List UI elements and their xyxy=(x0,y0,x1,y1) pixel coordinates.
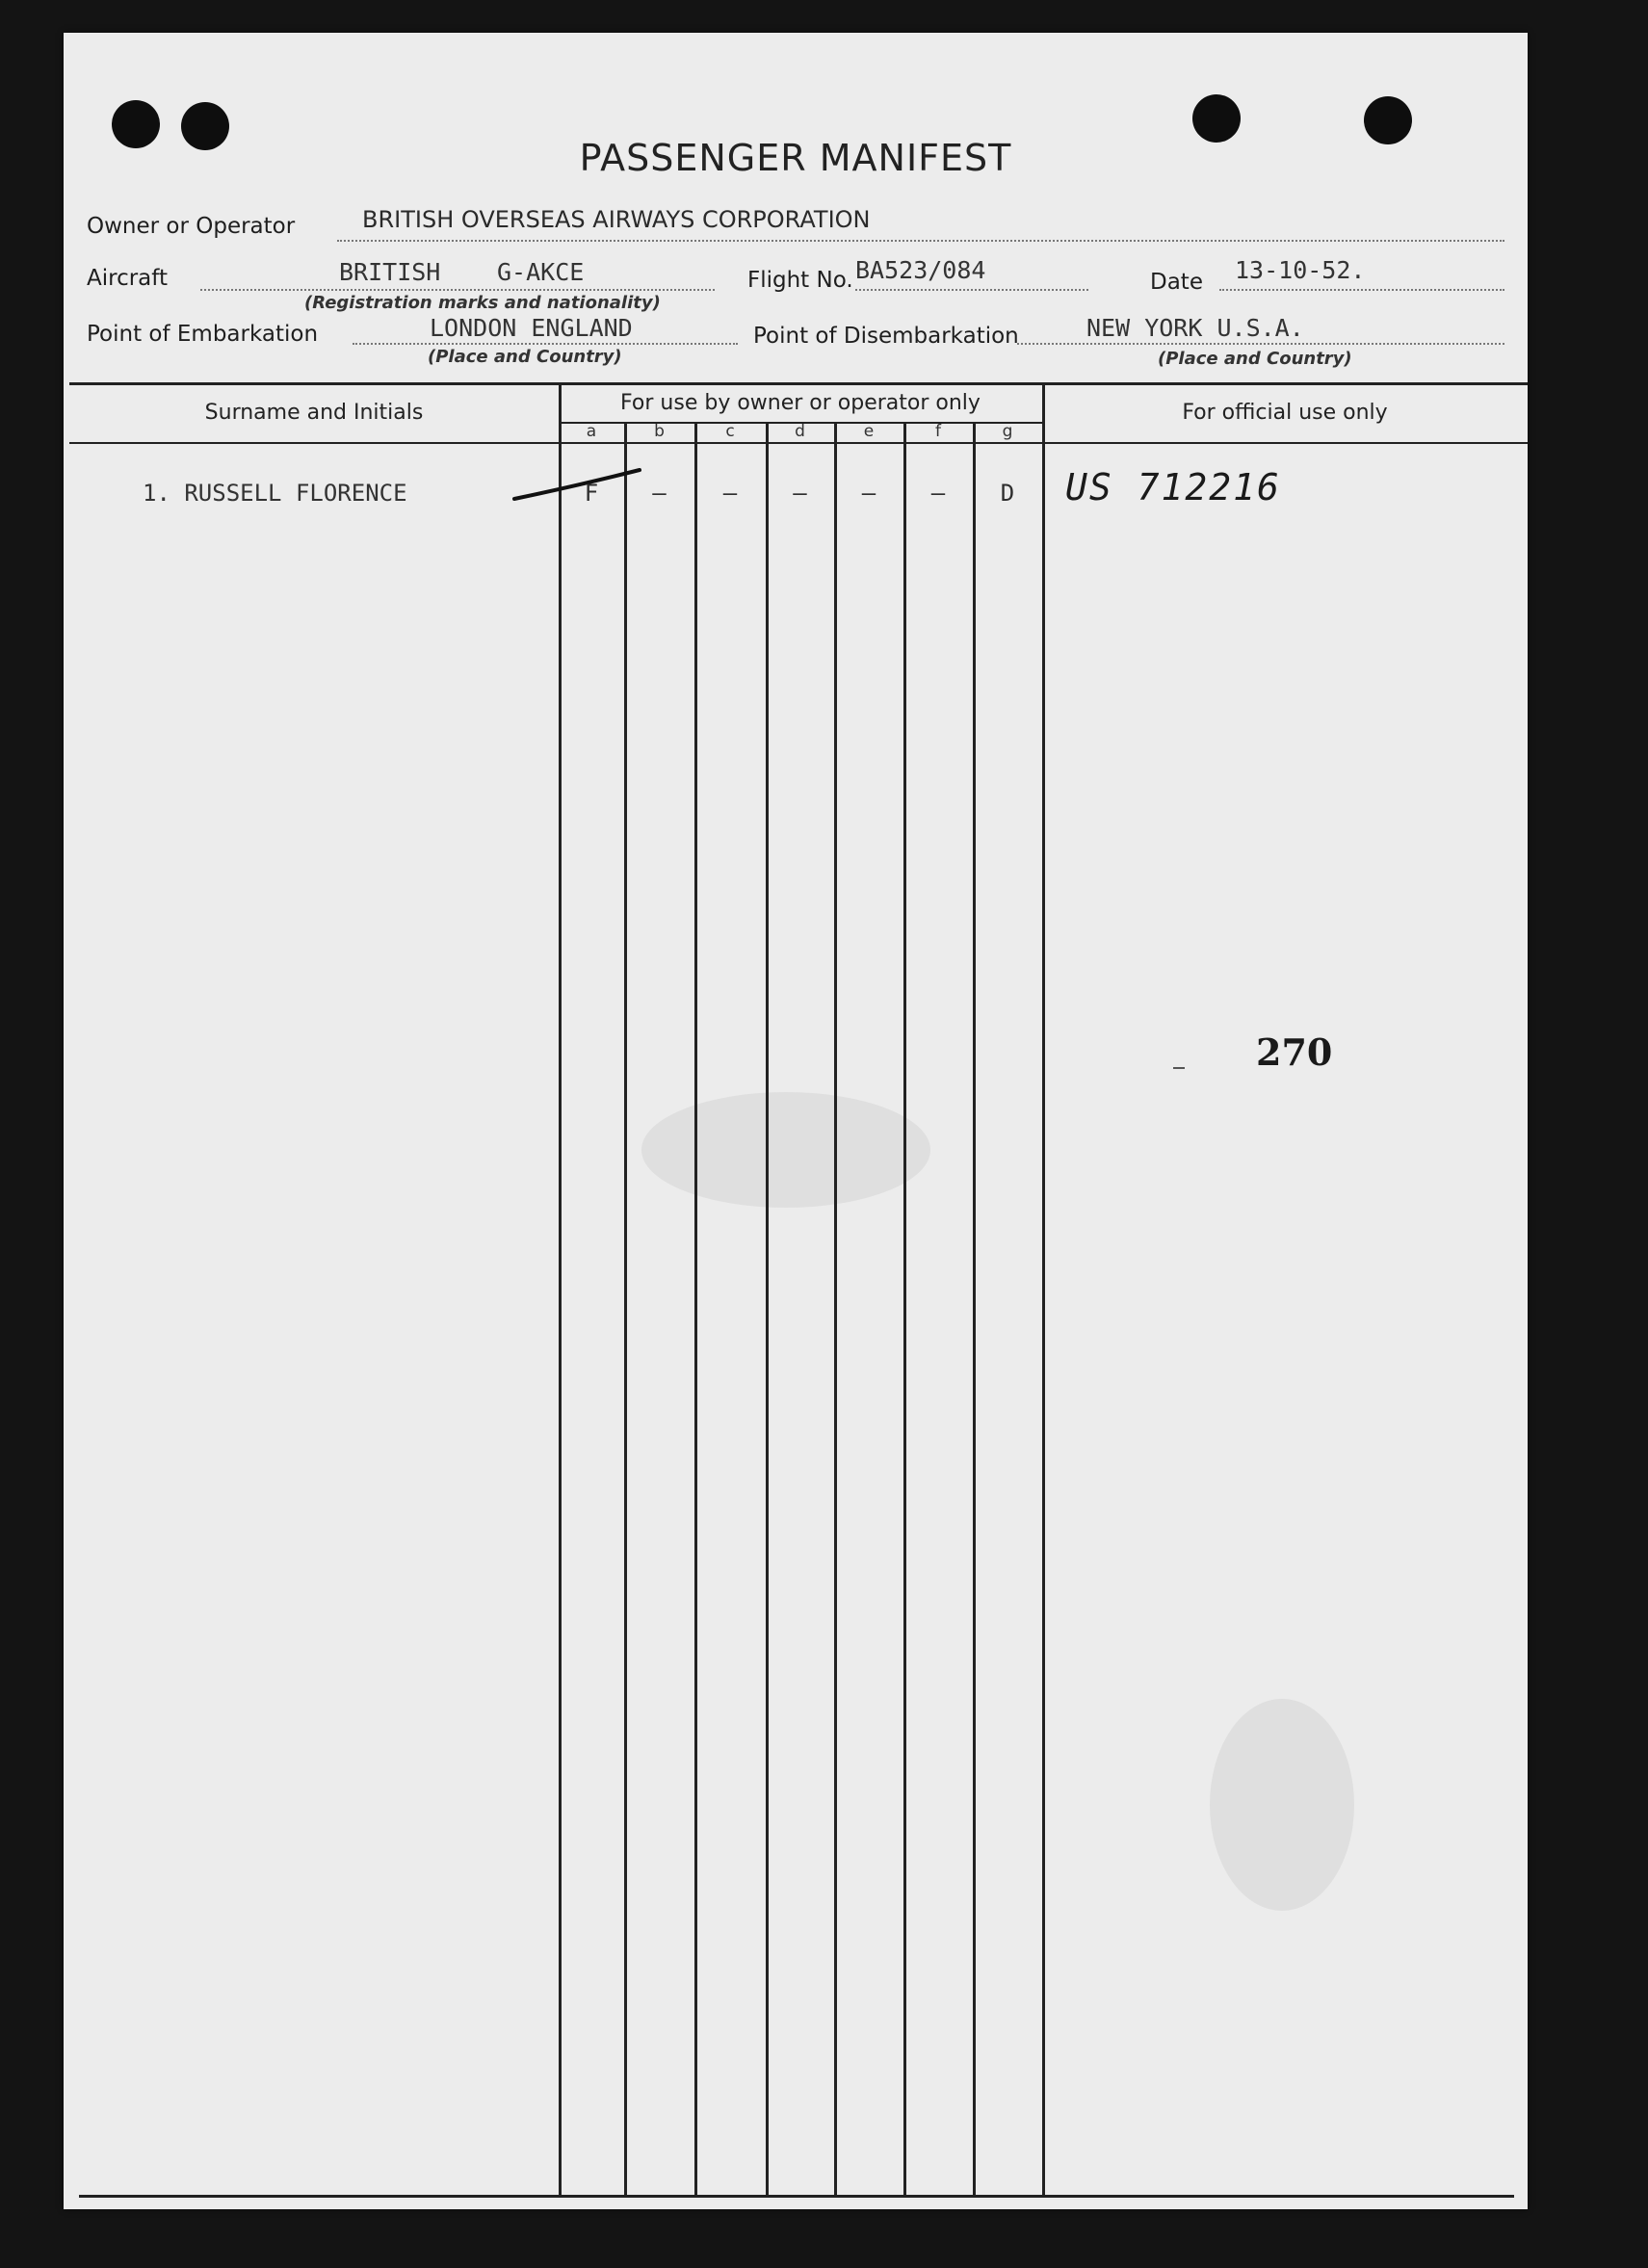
column-letter-d: d xyxy=(795,422,805,441)
embarkation-label: Point of Embarkation xyxy=(87,322,319,347)
column-rule xyxy=(559,383,562,2196)
cell-d: – xyxy=(793,480,807,507)
official-code: US 712216 xyxy=(1065,466,1281,508)
flight-value: BA523/084 xyxy=(855,256,986,284)
date-label: Date xyxy=(1150,270,1203,295)
owner-use-header: For use by owner or operator only xyxy=(620,391,981,415)
disembarkation-value: NEW YORK U.S.A. xyxy=(1086,314,1304,342)
passenger-name: 1. RUSSELL FLORENCE xyxy=(143,480,407,507)
surname-header: Surname and Initials xyxy=(204,401,424,425)
owner-value: BRITISH OVERSEAS AIRWAYS CORPORATION xyxy=(362,206,871,233)
column-letter-b: b xyxy=(654,422,665,441)
column-rule xyxy=(624,422,627,2196)
aircraft-sublabel: (Registration marks and nationality) xyxy=(304,293,661,313)
column-rule xyxy=(766,422,769,2196)
column-rule xyxy=(973,422,976,2196)
official-use-header: For official use only xyxy=(1182,401,1388,425)
column-rule xyxy=(1042,383,1045,2196)
owner-dotted-line xyxy=(337,240,1504,242)
column-rule xyxy=(834,422,837,2196)
column-rule xyxy=(903,422,906,2196)
punch-hole xyxy=(1192,94,1241,143)
cell-g: D xyxy=(1000,480,1015,507)
embarkation-value: LONDON ENGLAND xyxy=(430,314,633,342)
owner-label: Owner or Operator xyxy=(87,214,296,239)
manifest-sheet xyxy=(64,33,1528,2209)
aircraft-label: Aircraft xyxy=(87,266,168,291)
disembarkation-sublabel: (Place and Country) xyxy=(1158,349,1352,369)
cell-b: – xyxy=(652,480,667,507)
header-bottom-rule xyxy=(69,442,1528,444)
flight-label: Flight No. xyxy=(747,268,853,293)
column-rule xyxy=(694,422,697,2196)
page-title: PASSENGER MANIFEST xyxy=(579,137,1012,179)
smudge xyxy=(1210,1699,1354,1911)
embarkation-sublabel: (Place and Country) xyxy=(428,347,622,367)
cell-e: – xyxy=(861,480,876,507)
cell-f: – xyxy=(930,480,946,507)
column-letter-c: c xyxy=(725,422,735,441)
column-letter-e: e xyxy=(863,422,875,441)
aircraft-nationality: BRITISH xyxy=(339,258,441,286)
cell-c: – xyxy=(722,480,738,507)
smudge xyxy=(641,1092,930,1208)
stamped-number: 270 xyxy=(1256,1030,1333,1074)
aircraft-registration: G-AKCE xyxy=(497,258,585,286)
table-bottom-rule xyxy=(79,2195,1514,2198)
column-letter-a: a xyxy=(586,422,597,441)
date-dotted-line xyxy=(1219,289,1504,291)
disembarkation-label: Point of Disembarkation xyxy=(753,324,1019,349)
date-value: 13-10-52. xyxy=(1235,256,1366,284)
column-letter-g: g xyxy=(1002,422,1013,441)
dash-mark xyxy=(1173,1067,1185,1069)
aircraft-dotted-line xyxy=(200,289,715,291)
table-top-rule xyxy=(69,382,1528,385)
disembarkation-dotted-line xyxy=(1017,343,1504,345)
cell-a: F xyxy=(584,480,599,507)
flight-dotted-line xyxy=(855,289,1088,291)
column-letter-f: f xyxy=(935,422,941,441)
embarkation-dotted-line xyxy=(353,343,738,345)
